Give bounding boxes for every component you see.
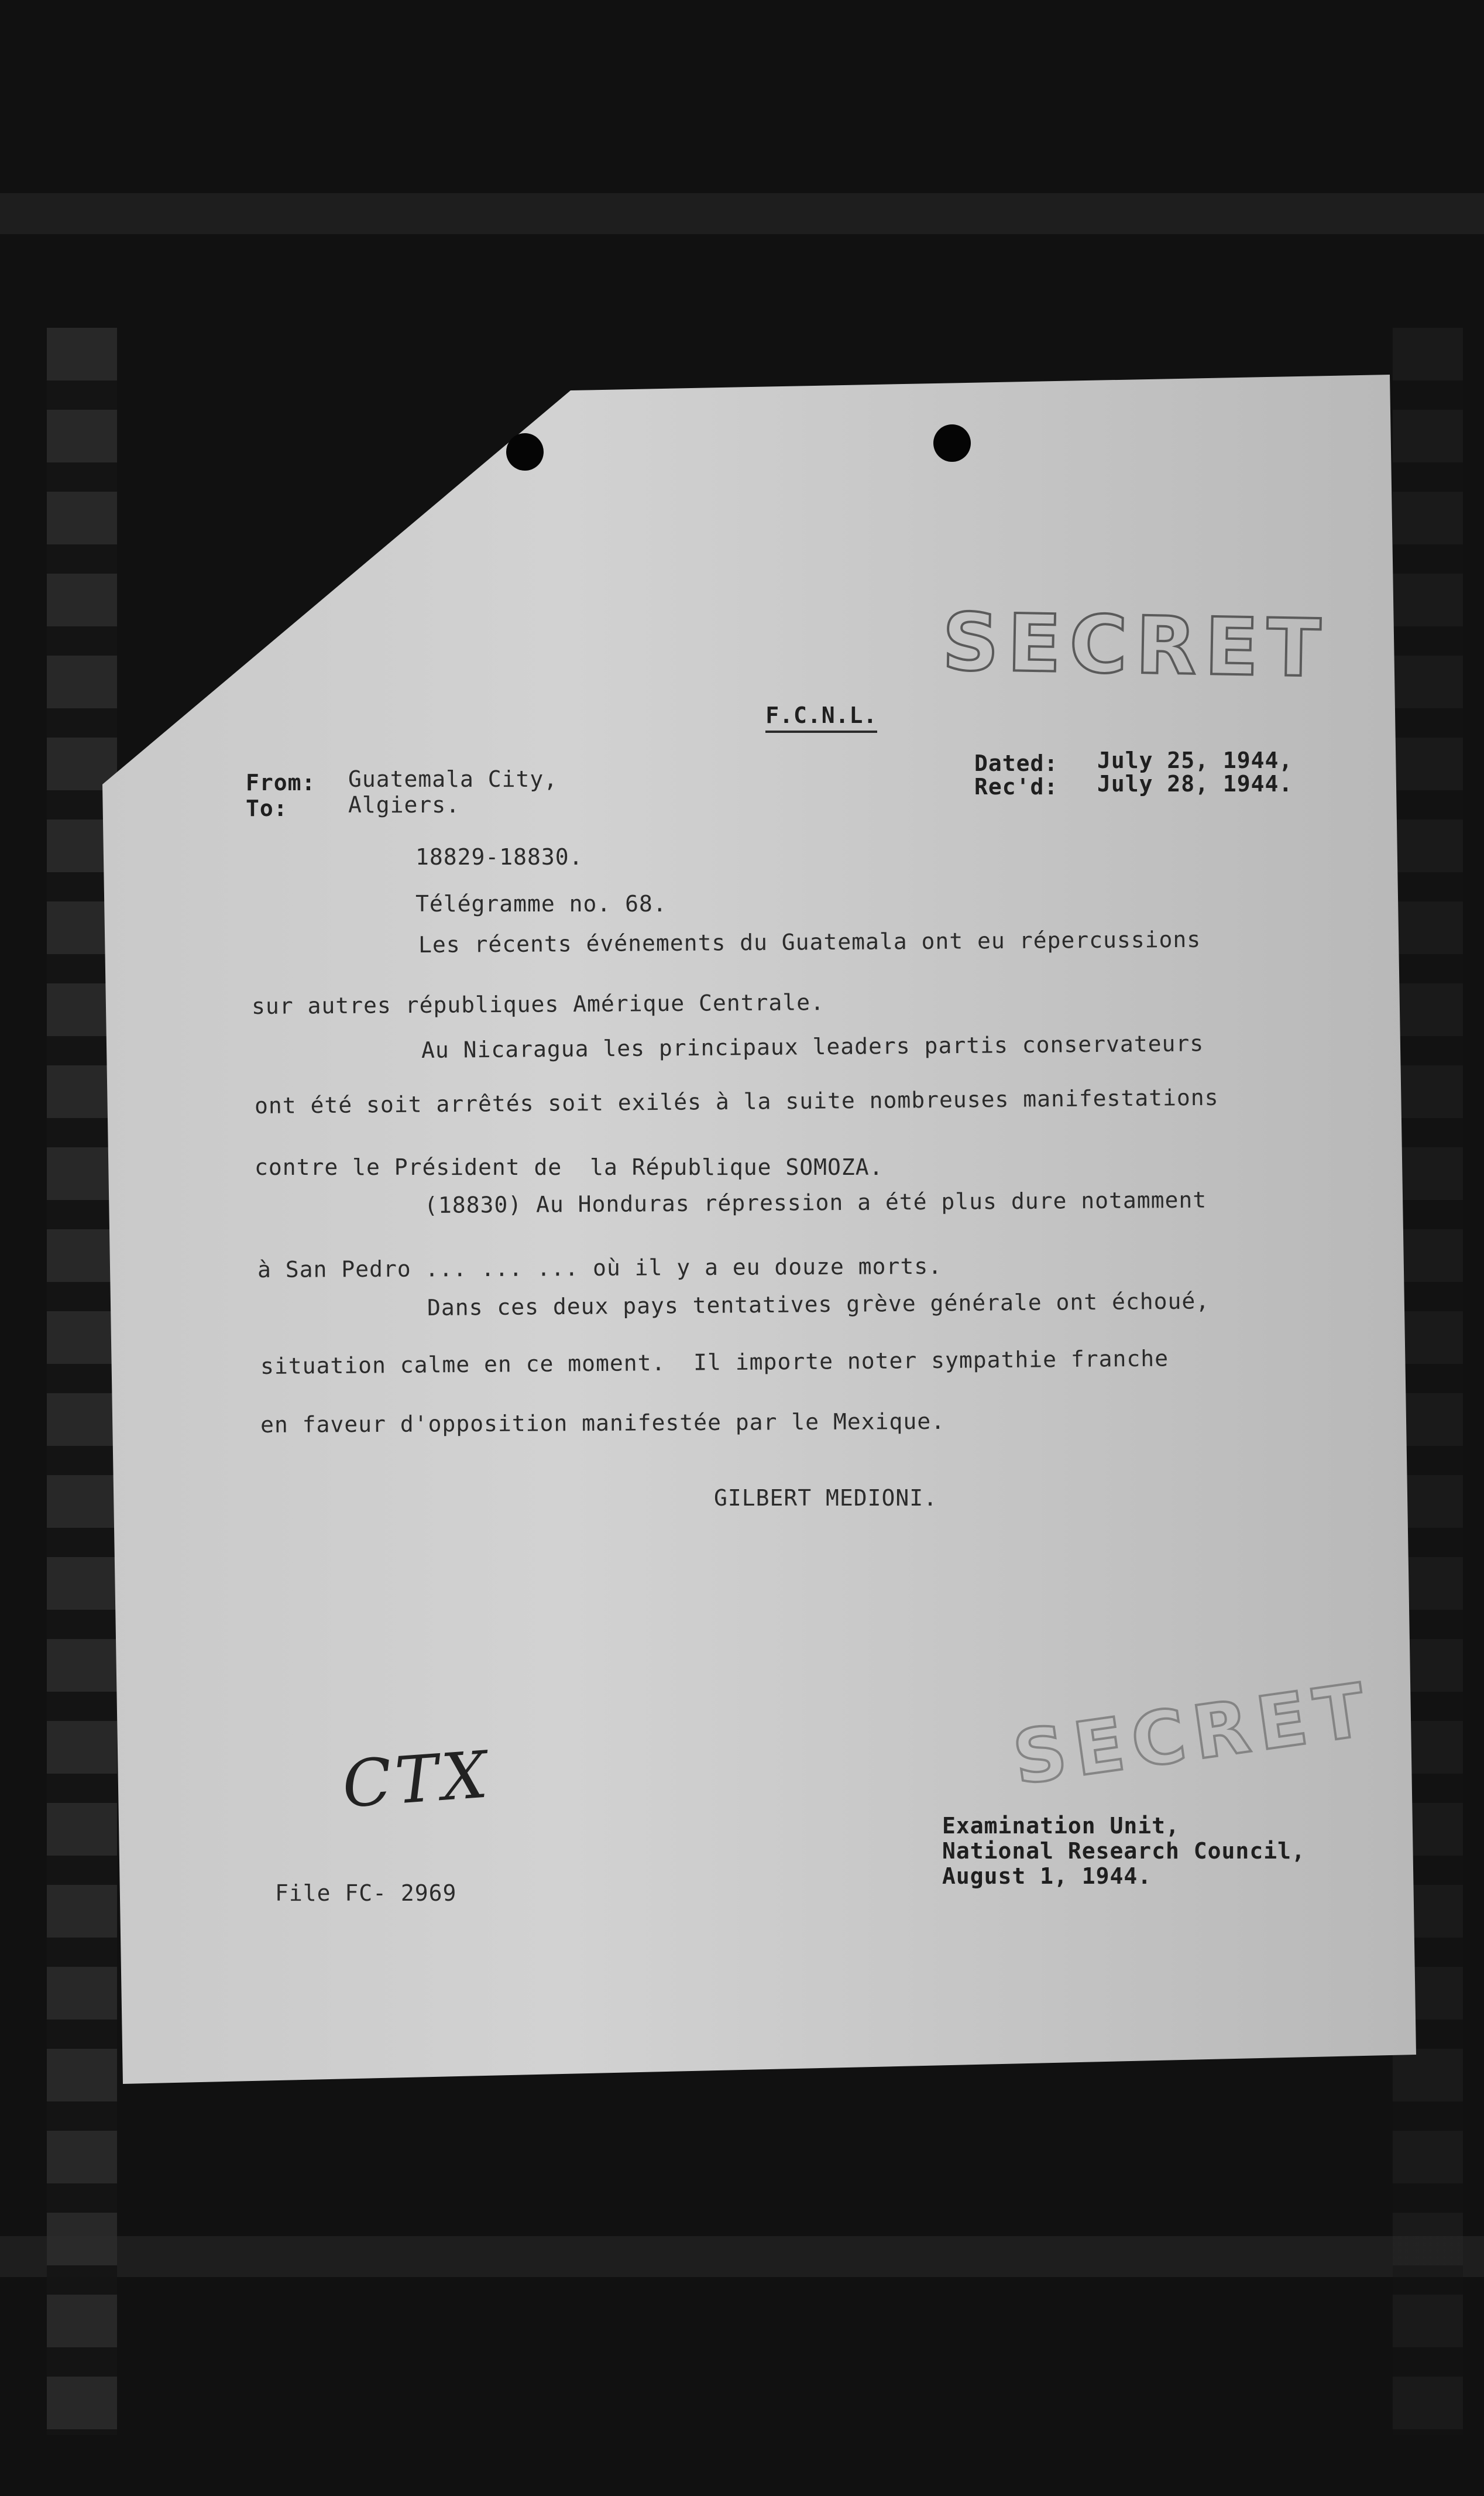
recd-value: July 28, 1944.: [1097, 771, 1293, 797]
to-label: To:: [246, 796, 288, 821]
body-line: contre le Président de la République SOMOZA.: [255, 1154, 884, 1180]
body-line: sur autres républiques Amérique Centrale.: [251, 989, 825, 1019]
secret-stamp-top: SECRET: [941, 596, 1330, 695]
from-label: From:: [246, 770, 316, 796]
body-line: Dans ces deux pays tentatives grève générale ont échoué,: [427, 1288, 1210, 1321]
body-line: Les récents événements du Guatemala ont eu répercussions: [418, 926, 1201, 958]
handwritten-note: CTX: [339, 1737, 494, 1822]
telegram-number: Télégramme no. 68.: [415, 891, 667, 917]
signature: GILBERT MEDIONI.: [714, 1485, 938, 1511]
body-line: (18830) Au Honduras répression a été plus dure notamment: [424, 1187, 1207, 1218]
agency-heading-text: F.C.N.L.: [765, 702, 877, 733]
serial-number: 18829-18830.: [415, 844, 583, 870]
file-number: File FC- 2969: [275, 1880, 457, 1906]
body-line: à San Pedro ... ... ... où il y a eu douze morts.: [257, 1253, 943, 1283]
dated-label: Dated:: [974, 750, 1059, 776]
secret-stamp-bottom: SECRET: [1008, 1667, 1379, 1802]
recd-label: Rec'd:: [974, 774, 1059, 800]
body-line: Au Nicaragua les principaux leaders partis conservateurs: [421, 1030, 1204, 1063]
body-line: ont été soit arrêtés soit exilés à la suite nombreuses manifestations: [254, 1084, 1219, 1119]
research-council: National Research Council,: [942, 1838, 1306, 1864]
body-line: en faveur d'opposition manifestée par le Mexique.: [260, 1408, 946, 1438]
to-value: Algiers.: [348, 792, 461, 818]
footer-date: August 1, 1944.: [942, 1863, 1152, 1889]
body-line: situation calme en ce moment. Il importe noter sympathie franche: [260, 1345, 1169, 1379]
examination-unit: Examination Unit,: [942, 1813, 1180, 1839]
from-value: Guatemala City,: [348, 766, 558, 792]
dated-value: July 25, 1944,: [1097, 748, 1293, 773]
agency-heading: [682, 682, 877, 749]
